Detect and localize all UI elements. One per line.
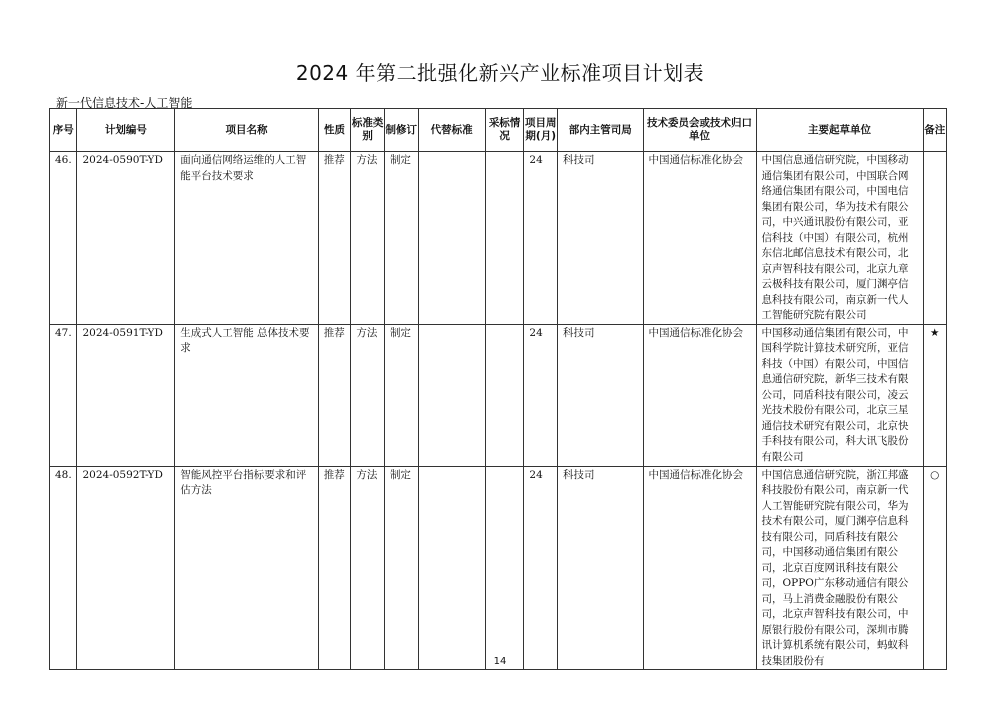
star-icon: ★ bbox=[923, 324, 947, 466]
cell-nature: 推荐 bbox=[318, 324, 351, 466]
cell-replaced bbox=[418, 324, 485, 466]
cell-dept: 科技司 bbox=[558, 324, 644, 466]
circle-icon: ○ bbox=[923, 466, 947, 670]
header-name: 项目名称 bbox=[175, 109, 319, 152]
cell-drafters: 中国信息通信研究院，中国移动通信集团有限公司，中国联合网络通信集团有限公司，中国电信集团有限公司，华为技术有限公司，中兴通讯股份有限公司，亚信科技（中国）有限公司，杭州东信北邮信息技术有限公司，北京声智科技有限公司，北京九章云极科技有限公司，厦门渊亭信息科技有限公司，南京新一代人工智能研究院有限公司 bbox=[756, 152, 923, 325]
header-plan-no: 计划编号 bbox=[77, 109, 175, 152]
table-row bbox=[50, 152, 947, 325]
cell-plan-no: 2024-0590T-YD bbox=[77, 152, 175, 325]
page-number: 14 bbox=[493, 656, 507, 667]
cell-adopted bbox=[485, 466, 524, 670]
cell-plan-no: 2024-0592T-YD bbox=[77, 466, 175, 670]
page-title: 2024 年第二批强化新兴产业标准项目计划表 bbox=[295, 61, 705, 85]
cell-replaced bbox=[418, 466, 485, 670]
header-seq: 序号 bbox=[50, 109, 77, 152]
table-row bbox=[50, 324, 947, 466]
header-replaced: 代替标准 bbox=[418, 109, 485, 152]
header-adopted: 采标情况 bbox=[485, 109, 524, 152]
cell-period: 24 bbox=[524, 466, 558, 670]
cell-committee: 中国通信标准化协会 bbox=[643, 466, 756, 670]
cell-std-type: 方法 bbox=[351, 466, 385, 670]
header-nature: 性质 bbox=[318, 109, 351, 152]
cell-period: 24 bbox=[524, 152, 558, 325]
plan-table bbox=[49, 108, 947, 670]
cell-std-type: 方法 bbox=[351, 152, 385, 325]
cell-revise: 制定 bbox=[384, 324, 418, 466]
cell-seq: 48. bbox=[50, 466, 77, 670]
cell-period: 24 bbox=[524, 324, 558, 466]
cell-replaced bbox=[418, 152, 485, 325]
section-heading: 新一代信息技术-人工智能 bbox=[56, 96, 193, 110]
cell-dept: 科技司 bbox=[558, 152, 644, 325]
cell-adopted bbox=[485, 152, 524, 325]
cell-nature: 推荐 bbox=[318, 152, 351, 325]
cell-std-type: 方法 bbox=[351, 324, 385, 466]
cell-revise: 制定 bbox=[384, 466, 418, 670]
cell-plan-no: 2024-0591T-YD bbox=[77, 324, 175, 466]
header-dept: 部内主管司局 bbox=[558, 109, 644, 152]
header-drafters: 主要起草单位 bbox=[756, 109, 923, 152]
cell-committee: 中国通信标准化协会 bbox=[643, 152, 756, 325]
cell-name: 面向通信网络运维的人工智能平台技术要求 bbox=[175, 152, 319, 325]
cell-note bbox=[923, 152, 947, 325]
cell-name: 智能风控平台指标要求和评估方法 bbox=[175, 466, 319, 670]
cell-committee: 中国通信标准化协会 bbox=[643, 324, 756, 466]
cell-adopted bbox=[485, 324, 524, 466]
table-header-row bbox=[50, 109, 947, 152]
table-row bbox=[50, 466, 947, 670]
cell-seq: 46. bbox=[50, 152, 77, 325]
header-note: 备注 bbox=[923, 109, 947, 152]
cell-dept: 科技司 bbox=[558, 466, 644, 670]
cell-drafters: 中国移动通信集团有限公司，中国科学院计算技术研究所，亚信科技（中国）有限公司，中国信息通信研究院，新华三技术有限公司，同盾科技有限公司，凌云光技术股份有限公司，北京三星通信技术研究有限公司，北京快手科技有限公司，科大讯飞股份有限公司 bbox=[756, 324, 923, 466]
cell-revise: 制定 bbox=[384, 152, 418, 325]
cell-nature: 推荐 bbox=[318, 466, 351, 670]
cell-drafters: 中国信息通信研究院，浙江邦盛科技股份有限公司，南京新一代人工智能研究院有限公司，华为技术有限公司，厦门渊亭信息科技有限公司，同盾科技有限公司，中国移动通信集团有限公司，北京百度网讯科技有限公司，OPPO广东移动通信有限公司，马上消费金融股份有限公司，北京声智科技有限公司，中原银行股份有限公司，深圳市腾讯计算机系统有限公司，蚂蚁科技集团股份有 bbox=[756, 466, 923, 670]
header-period: 项目周期(月) bbox=[524, 109, 558, 152]
header-std-type: 标准类别 bbox=[351, 109, 385, 152]
header-committee: 技术委员会或技术归口单位 bbox=[643, 109, 756, 152]
header-revise: 制修订 bbox=[384, 109, 418, 152]
cell-seq: 47. bbox=[50, 324, 77, 466]
cell-name: 生成式人工智能 总体技术要求 bbox=[175, 324, 319, 466]
